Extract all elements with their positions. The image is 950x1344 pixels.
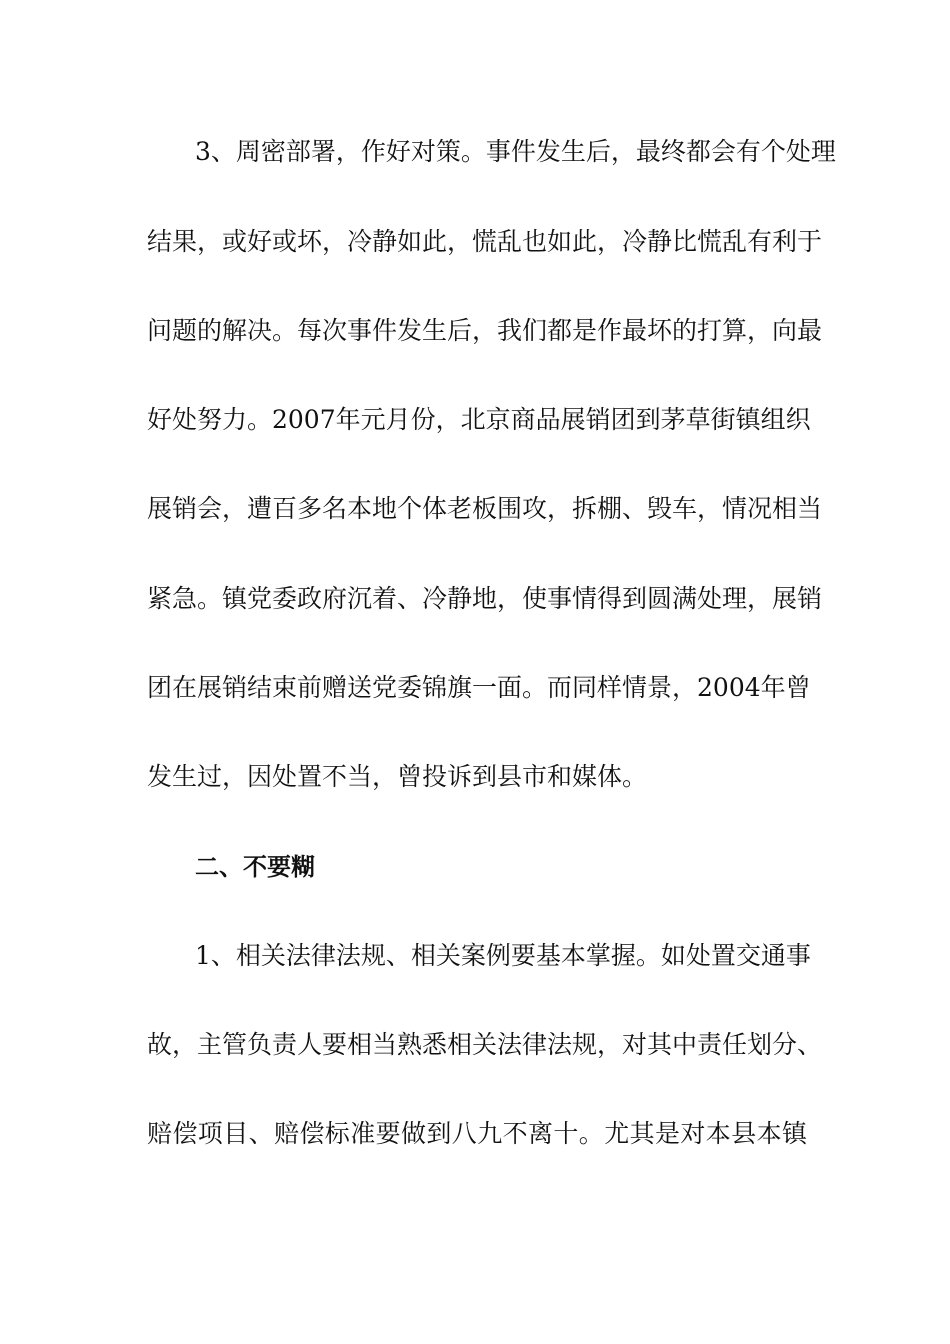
paragraph-1-line-2: 故，主管负责人要相当熟悉相关法律法规，对其中责任划分、: [147, 1030, 823, 1059]
section-heading: 二、不要糊: [195, 853, 315, 881]
paragraph-3-line-7: 团在展销结束前赠送党委锦旗一面。而同样情景，2004年曾: [147, 673, 811, 702]
paragraph-3-line-6: 紧急。镇党委政府沉着、冷静地，使事情得到圆满处理，展销: [147, 584, 823, 613]
paragraph-3-line-3: 问题的解决。每次事件发生后，我们都是作最坏的打算，向最: [147, 316, 823, 345]
paragraph-3-line-8: 发生过，因处置不当，曾投诉到县市和媒体。: [147, 762, 648, 791]
paragraph-1-line-3: 赔偿项目、赔偿标准要做到八九不离十。尤其是对本县本镇: [147, 1119, 807, 1148]
paragraph-3-line-1: 3、周密部署，作好对策。事件发生后，最终都会有个处理: [195, 137, 836, 166]
paragraph-1-line-1: 1、相关法律法规、相关案例要基本掌握。如处置交通事: [195, 941, 811, 970]
paragraph-3-line-2: 结果，或好或坏，冷静如此，慌乱也如此，冷静比慌乱有利于: [147, 227, 823, 256]
paragraph-3-line-4: 好处努力。2007年元月份，北京商品展销团到茅草街镇组织: [147, 405, 811, 434]
paragraph-3-line-5: 展销会，遭百多名本地个体老板围攻，拆棚、毁车，情况相当: [147, 494, 823, 523]
